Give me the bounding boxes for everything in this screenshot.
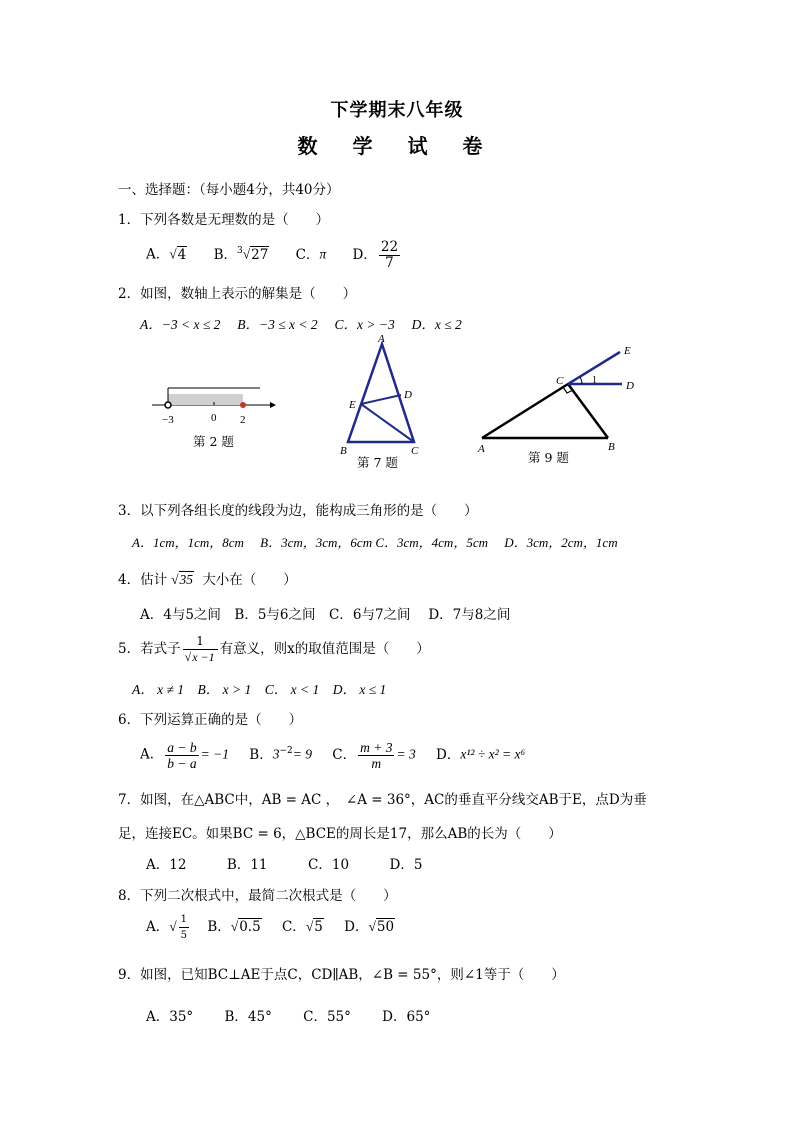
fig9-label-E: E [624,345,631,357]
fig7-label-B: B [340,445,347,457]
fig9-label-A: A [478,443,485,455]
fig2-tick-neg3: −3 [162,414,174,426]
q2-options: A．−3 < x ≤ 2 B．−3 ≤ x < 2 C．x > −3 D．x ≤ 2 [140,317,462,332]
q6-options: A． $\frac{a - b}{b - a}$ = −1 B．$3^{-2}= 9$ C． $\frac{m + 3}{m}$ = 3 D．x¹² ÷ x² = x⁶ [140,739,526,771]
q3-options: A．1cm，1cm，8cm B．3cm，3cm，6cm C．3cm，4cm，5cm D．3cm，2cm，1cm [132,535,618,550]
fig7-label-D: D [404,389,412,401]
fig7-label-E: E [349,399,356,411]
fig9-label-B: B [608,441,615,453]
fig9-label-1: 1 [592,375,597,386]
fig9-caption: 第 9 题 [528,450,569,465]
fig2-tick-2: 2 [240,414,246,426]
q5-options: A． x ≠ 1 B． x > 1 C． x < 1 D． x ≤ 1 [132,682,387,697]
fig7-triangle [336,332,426,462]
q8-options: A．√ $\frac{1}{5}$ B．√0.5 C．√5 D．√50 [146,914,395,941]
exam-title: 下学期末八年级 [330,100,464,121]
fig7-caption: 第 7 题 [357,455,398,470]
q6-stem: 6．下列运算正确的是（ ） [118,712,303,728]
q9-stem: 9．如图，已知BC⊥AE于点C，CD∥AB，∠B = 55°，则∠1等于（ ） [118,967,565,983]
fig2-tick-0: 0 [211,412,217,424]
fig7-label-C: C [411,445,419,457]
section-heading: 一、选择题：（每小题4分，共40分） [118,182,340,198]
q1-stem: 1．下列各数是无理数的是（ ） [118,212,330,228]
q7-options: A．12 B．11 C．10 D．5 [146,857,423,873]
q1-options: A．√4 B．$^3$√27 C．π D． $\frac{22}{7}$ [146,238,399,271]
q8-stem: 8．下列二次根式中，最简二次根式是（ ） [118,888,397,904]
q3-stem: 3．以下列各组长度的线段为边，能构成三角形的是（ ） [118,503,478,519]
fig7-label-A: A [378,333,385,345]
q2-stem: 2．如图，数轴上表示的解集是（ ） [118,286,357,302]
fig2-caption: 第 2 题 [193,434,234,449]
fig9-label-C: C [556,375,564,387]
q9-options: A．35° B．45° C．55° D．65° [146,1009,431,1025]
fig9-geometry [470,340,650,460]
q5-stem: 5．若式子 $\frac{1}{√x -1}$ 有意义，则x的取值范围是（ ） [118,634,430,664]
fig9-label-D: D [626,380,634,392]
exam-subtitle: 数 学 试 卷 [297,134,497,158]
q7-line1: 7．如图，在△ABC中，AB = AC ， ∠A = 36°，AC的垂直平分线交AB于E，点D为垂 [118,792,647,808]
q7-line2: 足，连接EC。如果BC = 6，△BCE的周长是17，那么AB的长为（ ） [118,826,562,842]
q4-stem: 4．估计 √35 大小在（ ） [118,572,297,588]
q4-options: A．4与5之间 B．5与6之间 C．6与7之间 D．7与8之间 [140,607,511,623]
